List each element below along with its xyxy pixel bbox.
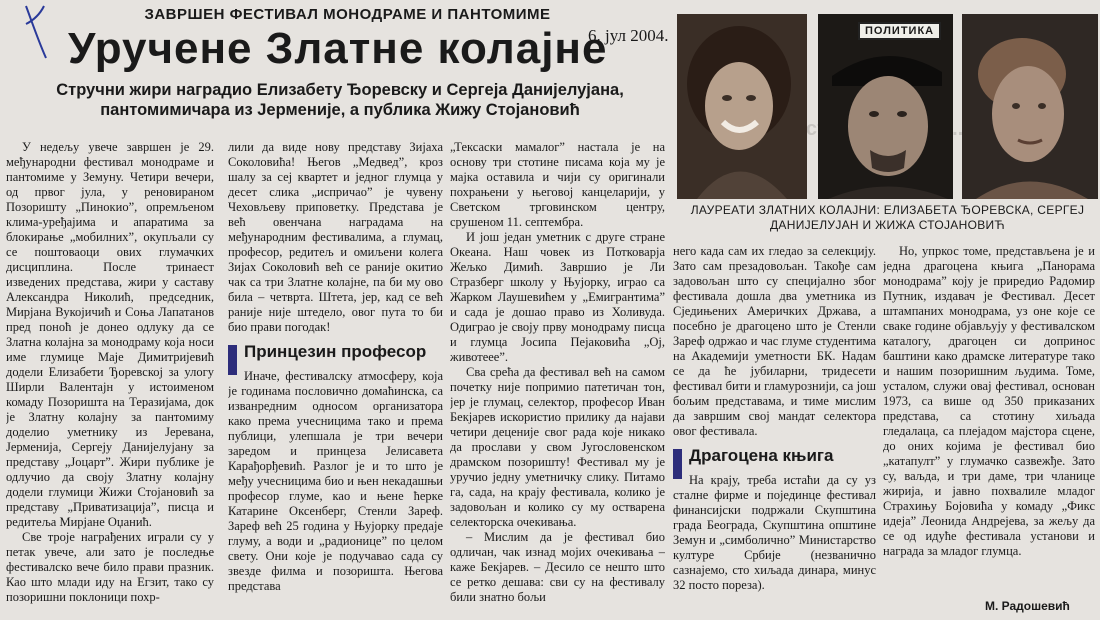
body-paragraph: На крају, треба истаћи да су уз сталне фирме и појединце фестивал финансијски подржали Скупштина града Београда, Скупштина општине Земун и „симболично” Министарство културе Србије (незванично сазнајемо, сто хиљада динара, минус 32 посто пореза). [673,473,876,592]
body-paragraph: него када сам их гледао за селекцију. Зато сам презадовољан. Такође сам задовољан што су специјално због фестивала дошла два уметника из Сједињених Америчких Држава, а посебно је драгоцено што је Стенли Зареф одржао и час глуме студентима на Академији уметности БК. Надам се да ће јубиларни, тридесети фестивал бити и гламурознији, са још бољим представама, и тиме мислим да завршим свој мандат селектора овог фестивала. [673,244,876,438]
author-signature: М. Радошевић [985,599,1070,613]
body-column-5 [883,244,1095,594]
handwritten-x-mark [20,2,50,62]
body-column-1 [6,140,214,615]
newspaper-masthead-label: ПОЛИТИКА [858,22,941,40]
crosshead-precious-book: Драгоцена књига [673,447,876,465]
article-headline: Уручене Златне колајне [68,24,608,73]
body-paragraph: – Мислим да је фестивал био одличан, чак изнад мојих очекивања – каже Бекјарев. – Десило се нешто што се ретко дешава: сви су на фестивалу били знатно бољи [450,530,665,604]
photo-caption: ЛАУРЕАТИ ЗЛАТНИХ КОЛАЈНИ: ЕЛИЗАБЕТА ЂОРЕВСКА, СЕРГЕЈ ДАНИЈЕЛУЈАН И ЖИЖА СТОЈАНОВИЋ [690,203,1085,232]
photo-sergej-danijelujan [818,14,953,199]
body-paragraph: лили да виде нову представу Зијаха Соколовића! Његов „Медвед”, кроз шалу за сеј квартет и једног глумца у десет слика „испричао” је чувену Чеховљеву приповетку. Представа је већ овенчана наградама на међународним фестивалима, а глумац, професор, редитељ и омиљени колега Зијах Соколовић већ се раније окитио чак са три Златне колајне, па би му ово била – четврта. Штета, јер, кад се већ раније није штедело, овог пута то би био прави погодак! [228,140,443,334]
article-subheadline: Стручни жири наградио Елизабету Ђоревску и Сергеја Данијелујана, пантомимичара из Јерменије, а публика Жижу Стојановић [56,81,624,119]
article-kicker: ЗАВРШЕН ФЕСТИВАЛ МОНОДРАМЕ И ПАНТОМИМЕ [144,6,551,23]
body-paragraph: „Тексаски мамалог” настала је на основу три стотине писама која му је мајка оставила и чији су оригинали похрањени у његовој канцеларији, у Светском трговинском центру, срушеном 11. септембра. [450,140,665,229]
body-paragraph: У недељу увече завршен је 29. међународни фестивал монодраме и пантомиме у Земуну. Четири вечери, од првог јула, у реновираном Позоришту „Пинокио”, опремљеном клима-уређајима и апаратима за блокирање „мобилних”, окупљали су се поштоваоци ових глумачких дисциплина. После тринаест изведених представа, жири у саставу Александра Николић, председник, Мирјана Вукојичић и Соња Лапатанов пред поноћ је донео одлуку да се Златна колајна за монодраму која носи име глумице Маје Димитријевић додели Елизабети Ђоревској за улогу Ширли Валентајн у истоименом комаду Позоришта на Теразијама, док је Златну колајну за пантомиму доделио уметнику из Јеревана, Јерменија, Сергеју Данијелујану за представу „Јоцарт”. Жири публике је одлучио да своју Златну колајну додели глумици Жижи Стојановић за представу „Приватизација”, писца и редитеља Мирјане Оџанић. [6,140,214,529]
body-paragraph: И још један уметник с друге стране Океана. Наш човек из Потковарја Жељко Димић. Завршио је Ли Стразберг школу у Њујорку, играо са Жарком Лаушевићем у „Емигрантима” и сада је дошао право из Холивуда. Одиграо је своју прву монодраму писца и глумца Јосипа Пејаковића „Ој, животеее”. [450,230,665,364]
portrait-man-in-cap-image [818,14,953,199]
crosshead-princess-professor: Принцезин професор [228,343,443,361]
body-paragraph: Иначе, фестивалску атмосферу, која је годинама пословично домаћинска, са изванредним односом организатора како према учесницима тако и према публици, улепшала је три вечери заредом и принцеза Јелисавета Карађорђевић. Разлог је и то што је међу учесницима био и њен некадашњи професор глуме, као и њене ћерке Катарине Оксенберг, Стенли Зареф. Зареф већ 25 година у Њујорку предаје глуму, а води и „радионице” по целом свету. Они које је подучавао сада су звезде филма и позоришта. Његова представа [228,369,443,593]
body-column-2 [228,140,443,615]
bleed-through-text: предстаци [757,118,863,140]
body-column-3 [450,140,665,615]
photo-elizabeta-djorevska [677,14,807,199]
portrait-woman-profile-image [962,14,1098,199]
body-paragraph: Све троје награђених играли су у петак увече, али зато је последње фестивалско вече било прави празник. Као што млади иду на Егзит, тако су позоришни поклоници похр- [6,530,214,604]
body-column-4 [673,244,876,604]
photo-zhizha-stojanovic [962,14,1098,199]
portrait-woman-smiling-image [677,14,807,199]
body-paragraph: Сва срећа да фестивал већ на самом почетку није попримио патетичан тон, јер је глумац, селектор, професор Иван Бекјарев искористио прилику да најави четири деценије свог рада које никако да прослави у свом Југословенском драмском позоришту! Фестивал му је уручио једну уметничку слику. Питамо га, сада, на крају фестивала, колико је задовољан и колико су му остварена селекторска очекивања. [450,365,665,529]
publication-date: 6. јул 2004. [588,26,669,45]
body-paragraph: Но, упркос томе, представљена је и једна драгоцена књига „Панорама монодрама” коју је приредио Радомир Путник, издавач је Фестивал. Десет штампаних монодрама, уз оне које се сваке године објављују у фестивалском каталогу, драгоцен си допринос баштини како драмске литературе тако и нашим позоришним људима. Томе, усталом, служи овај фестивал, основан 1973, са више од 350 приказаних представа, са стотину хиљада гледалаца, са плејадом мајстора сцене, до оних којима је фестивал био „катапулт” у глумачко сазвежђе. Зато су, ваљда, и три даме, три чланице жирија, и јавно похвалиле младог Страхињу Бојовића у комаду „Фикс идеја” Леонида Андрејева, за жељу да се од идуће фестивала установи и награда за младог глумца. [883,244,1095,558]
